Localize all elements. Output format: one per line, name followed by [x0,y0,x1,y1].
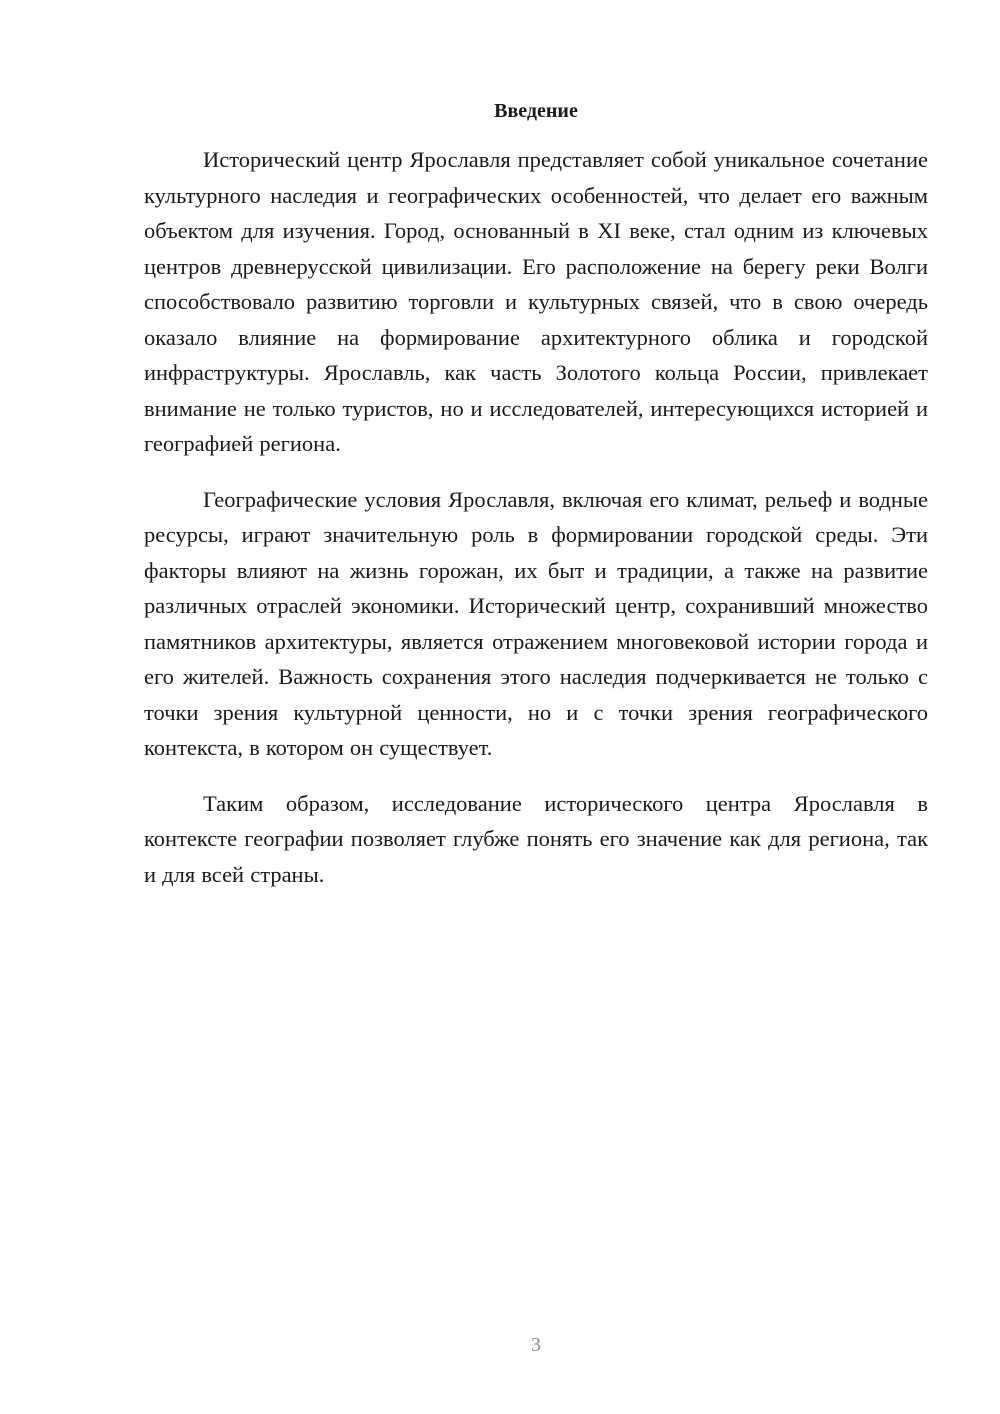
page-number: 3 [531,1334,541,1356]
paragraph-1: Исторический центр Ярославля представляет собой уникальное сочетание культурного наследия и географических особенностей, что делает его важным объектом для изучения. Город, основанный в XI веке, стал одним из ключевых центров древнерусской цивилизации. Его расположение на берегу реки Волги способствовало развитию торговли и культурных связей, что в свою очередь оказало влияние на формирование архитектурного облика и городской инфраструктуры. Ярославль, как часть Золотого кольца России, привлекает внимание не только туристов, но и исследователей, интересующихся историей и географией региона. [144,147,928,456]
paragraph-3: Таким образом, исследование исторического центра Ярославля в контексте географии позволяет глубже понять его значение как для региона, так и для всей страны. [144,790,928,887]
paragraph-2: Географические условия Ярославля, включая его климат, рельеф и водные ресурсы, играют значительную роль в формировании городской среды. Эти факторы влияют на жизнь горожан, их быт и традиции, а также на развитие различных отраслей экономики. Исторический центр, сохранивший множество памятников архитектуры, является отражением многовековой истории города и его жителей. Важность сохранения этого наследия подчеркивается не только с точки зрения культурной ценности, но и с точки зрения географического контекста, в котором он существует. [144,486,928,760]
section-heading: Введение [494,100,578,122]
body-text [144,142,928,912]
